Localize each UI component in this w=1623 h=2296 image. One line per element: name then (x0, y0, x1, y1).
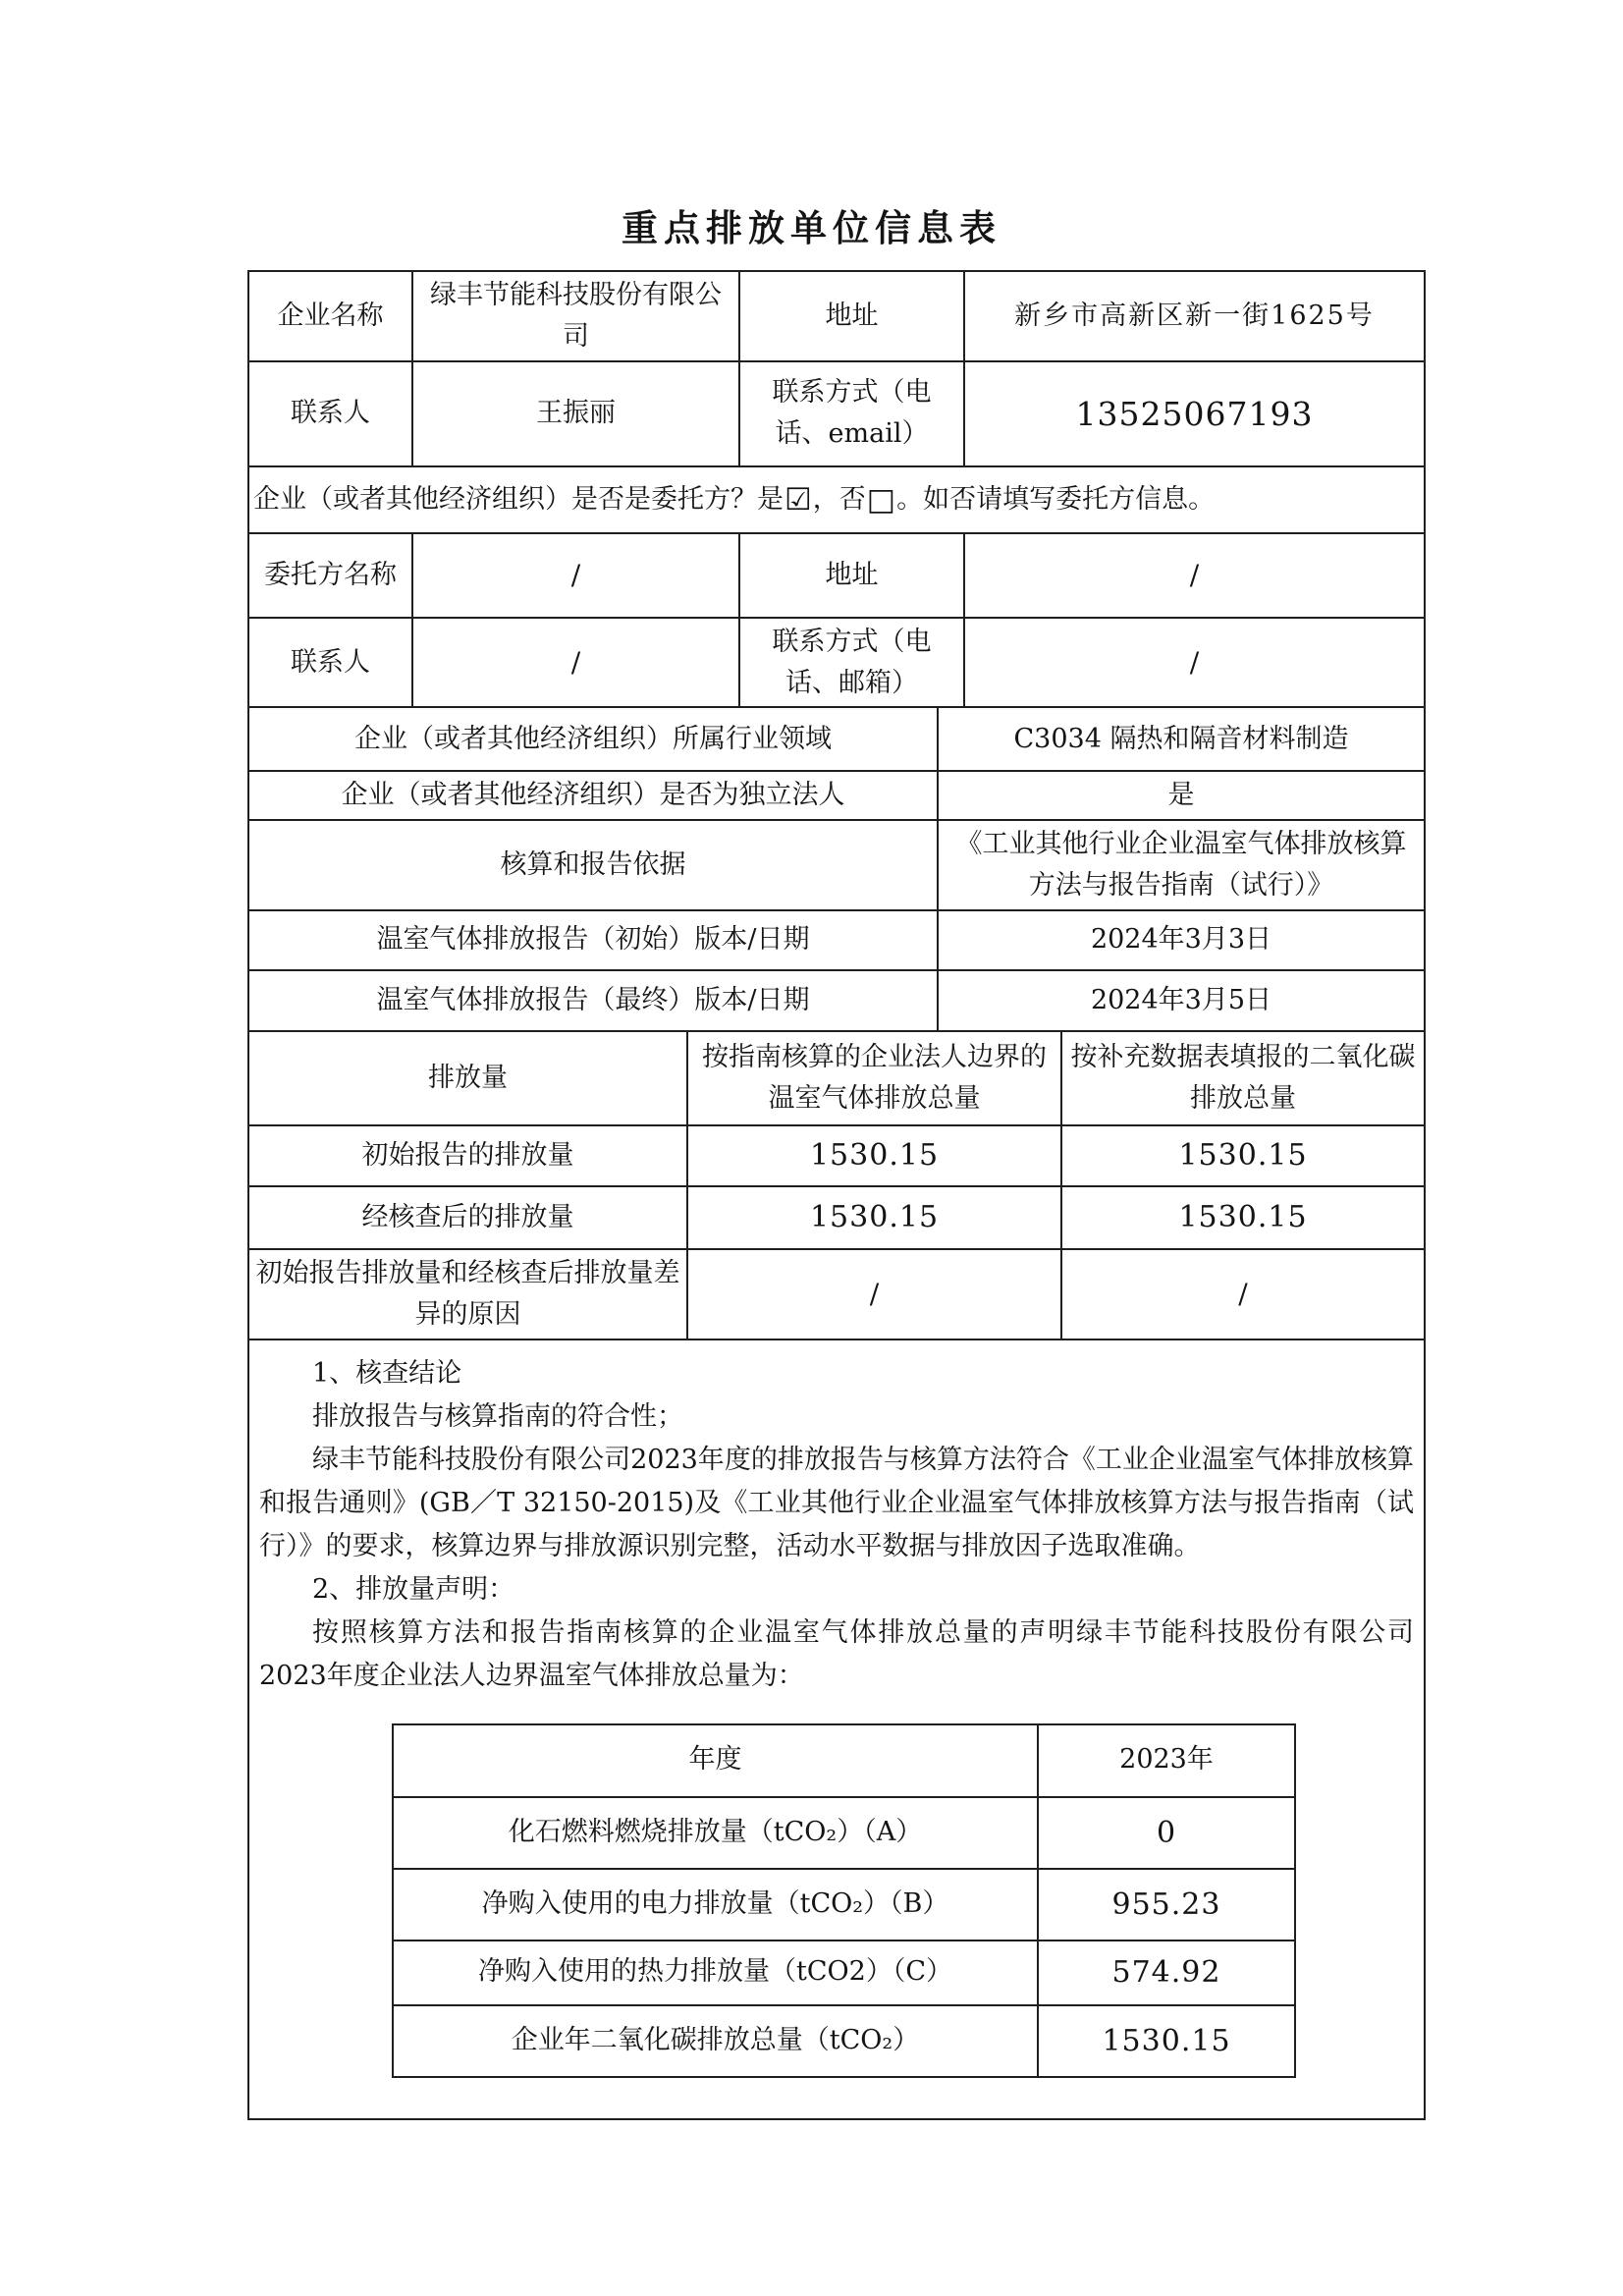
verified-emission-supplementary-value: 1530.15 (1178, 1199, 1308, 1234)
accounting-basis-value: 《工业其他行业企业温室气体排放核算方法与报告指南（试行）》 (955, 829, 1407, 902)
electricity-label: 净购入使用的电力排放量（tCO₂）（B） (394, 1870, 1039, 1940)
difference-reason-label: 初始报告排放量和经核查后排放量差异的原因 (249, 1250, 688, 1339)
no-checkbox-unchecked-icon: □ (866, 481, 896, 518)
conclusion-body: 绿丰节能科技股份有限公司2023年度的排放报告与核算方法符合《工业企业温室气体排放核算和报告通则》(GB／T 32150-2015)及《工业其他行业企业温室气体排放核算方法与报告指南（试行）》的要求，核算边界与排放源识别完整，活动水平数据与排放因子选取准确。 (259, 1444, 1414, 1561)
industry-value: C3034 隔热和隔音材料制造 (1013, 723, 1349, 754)
consignor-contact-label: 联系人 (249, 619, 413, 707)
statement-heading: 2、排放量声明： (312, 1573, 515, 1605)
row-legal-entity (249, 772, 1424, 821)
final-report-label: 温室气体排放报告（最终）版本/日期 (249, 971, 939, 1030)
consignor-contact-value: / (413, 619, 740, 707)
row-initial-emission (249, 1126, 1424, 1187)
row-initial-report-version (249, 911, 1424, 971)
final-report-date: 2024年3月5日 (1090, 984, 1272, 1015)
emission-summary-table (392, 1723, 1296, 2078)
row-company (249, 272, 1424, 362)
question-prefix: 企业（或者其他经济组织）是否是委托方？是 (253, 483, 784, 515)
company-name-label: 企业名称 (249, 272, 413, 360)
row-contact (249, 362, 1424, 467)
question-suffix: 。如否请填写委托方信息。 (896, 483, 1216, 515)
question-middle: ，否 (812, 483, 866, 515)
total-co2-value: 1530.15 (1102, 2023, 1231, 2058)
contact-person-label: 联系人 (249, 362, 413, 465)
industry-label: 企业（或者其他经济组织）所属行业领域 (249, 708, 939, 770)
row-consignor (249, 534, 1424, 619)
address-label: 地址 (740, 272, 965, 360)
statement-body: 按照核算方法和报告指南核算的企业温室气体排放总量的声明绿丰节能科技股份有限公司 2023年度企业法人边界温室气体排放总量为： (259, 1616, 1414, 1691)
row-consignor-question (249, 467, 1424, 534)
supplementary-total-header: 按补充数据表填报的二氧化碳排放总量 (1070, 1042, 1416, 1114)
difference-reason-supplementary: / (1238, 1278, 1248, 1311)
initial-report-date: 2024年3月3日 (1090, 924, 1272, 956)
electricity-value: 955.23 (1111, 1886, 1221, 1922)
consignor-name-value: / (413, 534, 740, 617)
emission-unit-info-table (247, 270, 1426, 2120)
fossil-fuel-value: 0 (1156, 1815, 1177, 1850)
accounting-basis-label: 核算和报告依据 (249, 821, 939, 909)
summary-row-fossil-fuel (394, 1798, 1294, 1870)
summary-row-heat (394, 1941, 1294, 2006)
initial-emission-guideline-value: 1530.15 (688, 1126, 1062, 1185)
initial-emission-supplementary-value: 1530.15 (1178, 1137, 1308, 1173)
summary-row-total (394, 2006, 1294, 2076)
yes-checkbox-checked-icon: ☑ (784, 481, 812, 518)
heat-value: 574.92 (1111, 1955, 1221, 1991)
verified-emission-label: 经核查后的排放量 (249, 1187, 688, 1248)
consignor-name-label: 委托方名称 (249, 534, 413, 617)
compliance-line: 排放报告与核算指南的符合性； (312, 1400, 683, 1432)
year-label: 年度 (394, 1725, 1039, 1796)
guideline-total-header: 按指南核算的企业法人边界的温室气体排放总量 (688, 1032, 1062, 1124)
row-final-report-version (249, 971, 1424, 1032)
company-name-value: 绿丰节能科技股份有限公司 (413, 272, 740, 360)
row-difference-reason (249, 1250, 1424, 1340)
row-industry (249, 708, 1424, 772)
page-title: 重点排放单位信息表 (622, 206, 1001, 249)
emission-amount-label: 排放量 (249, 1032, 688, 1124)
consignor-contact-method-value: / (1189, 645, 1200, 679)
heat-label: 净购入使用的热力排放量（tCO2）（C） (394, 1941, 1039, 2004)
row-consignor-contact (249, 619, 1424, 709)
consignor-address-value: / (1189, 558, 1200, 591)
initial-emission-label: 初始报告的排放量 (249, 1126, 688, 1185)
row-verification-section (249, 1340, 1424, 2118)
row-emission-header (249, 1032, 1424, 1126)
verification-section (249, 1340, 1424, 2118)
contact-phone-value: 13525067193 (1075, 394, 1314, 433)
row-accounting-basis (249, 821, 1424, 911)
contact-method-label: 联系方式（电话、email） (740, 362, 965, 465)
conclusion-heading: 1、核查结论 (312, 1357, 462, 1389)
consignor-contact-method-label: 联系方式（电话、邮箱） (740, 619, 965, 707)
legal-entity-value: 是 (1167, 780, 1195, 811)
address-value: 新乡市高新区新一街1625号 (1014, 300, 1375, 331)
initial-report-label: 温室气体排放报告（初始）版本/日期 (249, 911, 939, 969)
total-co2-label: 企业年二氧化碳排放总量（tCO₂） (394, 2006, 1039, 2076)
consignor-question-text (249, 477, 1424, 522)
year-value: 2023年 (1119, 1744, 1214, 1776)
summary-row-year (394, 1725, 1294, 1798)
summary-row-electricity (394, 1870, 1294, 1941)
contact-person-value: 王振丽 (413, 362, 740, 465)
difference-reason-guideline: / (688, 1250, 1062, 1339)
row-verified-emission (249, 1187, 1424, 1250)
legal-entity-label: 企业（或者其他经济组织）是否为独立法人 (249, 772, 939, 819)
verified-emission-guideline-value: 1530.15 (688, 1187, 1062, 1248)
consignor-address-label: 地址 (740, 534, 965, 617)
fossil-fuel-label: 化石燃料燃烧排放量（tCO₂）（A） (394, 1798, 1039, 1868)
